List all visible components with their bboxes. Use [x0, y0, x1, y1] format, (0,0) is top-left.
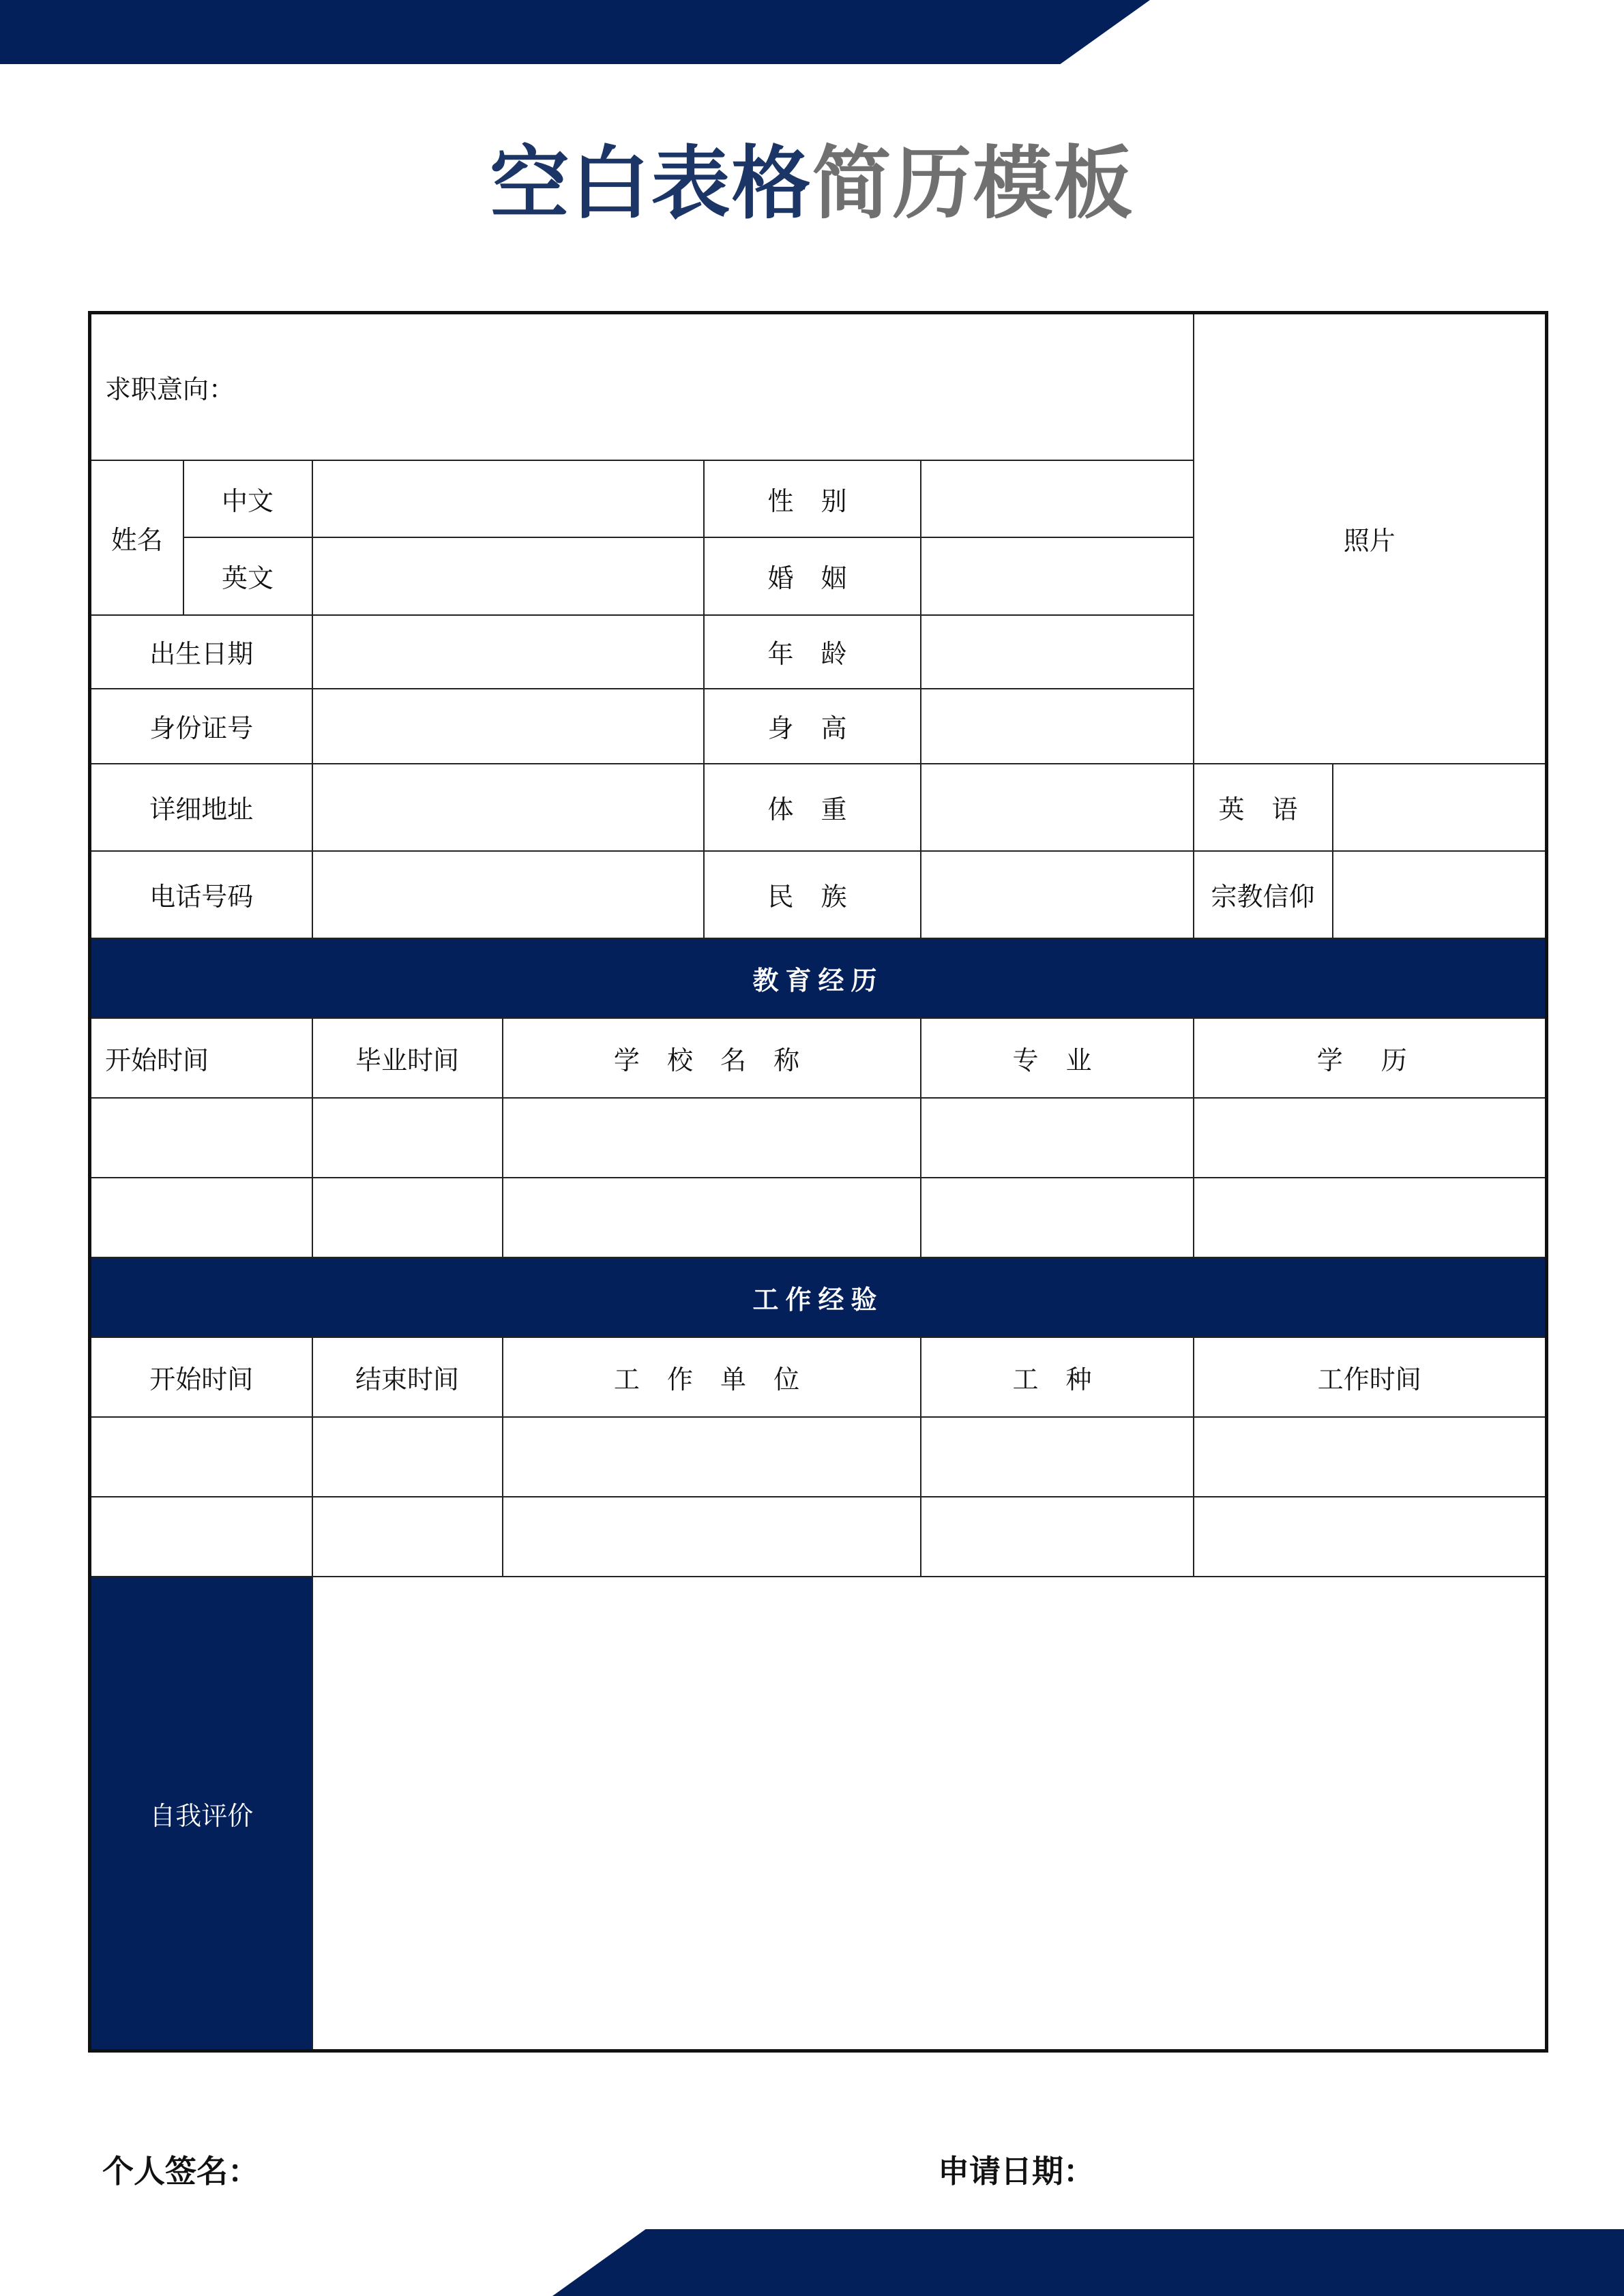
top-decorative-band	[0, 0, 1150, 64]
edu-col-major: 专 业	[921, 1018, 1194, 1098]
edu-cell[interactable]	[921, 1098, 1194, 1178]
birthdate-input[interactable]	[312, 615, 704, 689]
photo-label: 照片	[1343, 526, 1396, 556]
english-level-label: 英 语	[1194, 764, 1333, 851]
edu-cell[interactable]	[312, 1178, 503, 1257]
title-part-gray: 简历模板	[812, 138, 1134, 230]
job-intent-label: 求职意向：	[105, 374, 235, 404]
name-label: 姓名	[90, 460, 183, 615]
name-chinese-label: 中文	[183, 460, 312, 537]
application-date-label: 申请日期：	[938, 2153, 1095, 2190]
work-cell[interactable]	[1194, 1417, 1547, 1497]
work-section-header: 工作经验	[90, 1257, 1547, 1337]
edu-cell[interactable]	[90, 1178, 312, 1257]
edu-col-school: 学 校 名 称	[503, 1018, 921, 1098]
work-cell[interactable]	[921, 1417, 1194, 1497]
edu-cell[interactable]	[1194, 1178, 1547, 1257]
work-col-start: 开始时间	[90, 1337, 312, 1417]
edu-cell[interactable]	[503, 1178, 921, 1257]
edu-cell[interactable]	[921, 1178, 1194, 1257]
birthdate-label: 出生日期	[90, 615, 312, 689]
religion-label: 宗教信仰	[1194, 851, 1333, 938]
edu-cell[interactable]	[1194, 1098, 1547, 1178]
work-cell[interactable]	[90, 1417, 312, 1497]
ethnicity-input[interactable]	[921, 851, 1194, 938]
address-label: 详细地址	[90, 764, 312, 851]
marital-input[interactable]	[921, 537, 1194, 615]
id-number-input[interactable]	[312, 689, 704, 764]
work-cell[interactable]	[921, 1497, 1194, 1577]
religion-input[interactable]	[1333, 851, 1547, 938]
work-cell[interactable]	[503, 1417, 921, 1497]
height-label: 身 高	[704, 689, 921, 764]
table-row	[90, 1497, 1547, 1577]
gender-input[interactable]	[921, 460, 1194, 537]
work-col-duration: 工作时间	[1194, 1337, 1547, 1417]
bottom-decorative-band	[552, 2229, 1624, 2296]
weight-input[interactable]	[921, 764, 1194, 851]
self-evaluation-input[interactable]	[312, 1577, 1547, 2051]
edu-col-start: 开始时间	[90, 1018, 312, 1098]
work-col-employer: 工 作 单 位	[503, 1337, 921, 1417]
table-row	[90, 1098, 1547, 1178]
work-cell[interactable]	[312, 1497, 503, 1577]
job-intent-field[interactable]	[90, 313, 1194, 460]
gender-label: 性 别	[704, 460, 921, 537]
title-part-blue: 空白表格	[490, 138, 812, 230]
education-section-header: 教育经历	[90, 938, 1547, 1018]
work-cell[interactable]	[1194, 1497, 1547, 1577]
work-col-job-type: 工 种	[921, 1337, 1194, 1417]
page-title	[0, 136, 1624, 232]
work-cell[interactable]	[312, 1417, 503, 1497]
name-english-input[interactable]	[312, 537, 704, 615]
name-chinese-input[interactable]	[312, 460, 704, 537]
age-label: 年 龄	[704, 615, 921, 689]
photo-box[interactable]	[1194, 313, 1547, 764]
edu-cell[interactable]	[312, 1098, 503, 1178]
signature-label: 个人签名：	[102, 2153, 259, 2190]
work-cell[interactable]	[503, 1497, 921, 1577]
address-input[interactable]	[312, 764, 704, 851]
ethnicity-label: 民 族	[704, 851, 921, 938]
name-english-label: 英文	[183, 537, 312, 615]
table-row	[90, 1178, 1547, 1257]
work-col-end: 结束时间	[312, 1337, 503, 1417]
work-cell[interactable]	[90, 1497, 312, 1577]
self-evaluation-label: 自我评价	[90, 1577, 312, 2051]
height-input[interactable]	[921, 689, 1194, 764]
english-level-input[interactable]	[1333, 764, 1547, 851]
marital-label: 婚 姻	[704, 537, 921, 615]
edu-cell[interactable]	[503, 1098, 921, 1178]
weight-label: 体 重	[704, 764, 921, 851]
resume-table	[88, 311, 1548, 2053]
phone-label: 电话号码	[90, 851, 312, 938]
phone-input[interactable]	[312, 851, 704, 938]
edu-col-graduation: 毕业时间	[312, 1018, 503, 1098]
id-number-label: 身份证号	[90, 689, 312, 764]
age-input[interactable]	[921, 615, 1194, 689]
edu-cell[interactable]	[90, 1098, 312, 1178]
table-row	[90, 1417, 1547, 1497]
edu-col-degree: 学 历	[1194, 1018, 1547, 1098]
